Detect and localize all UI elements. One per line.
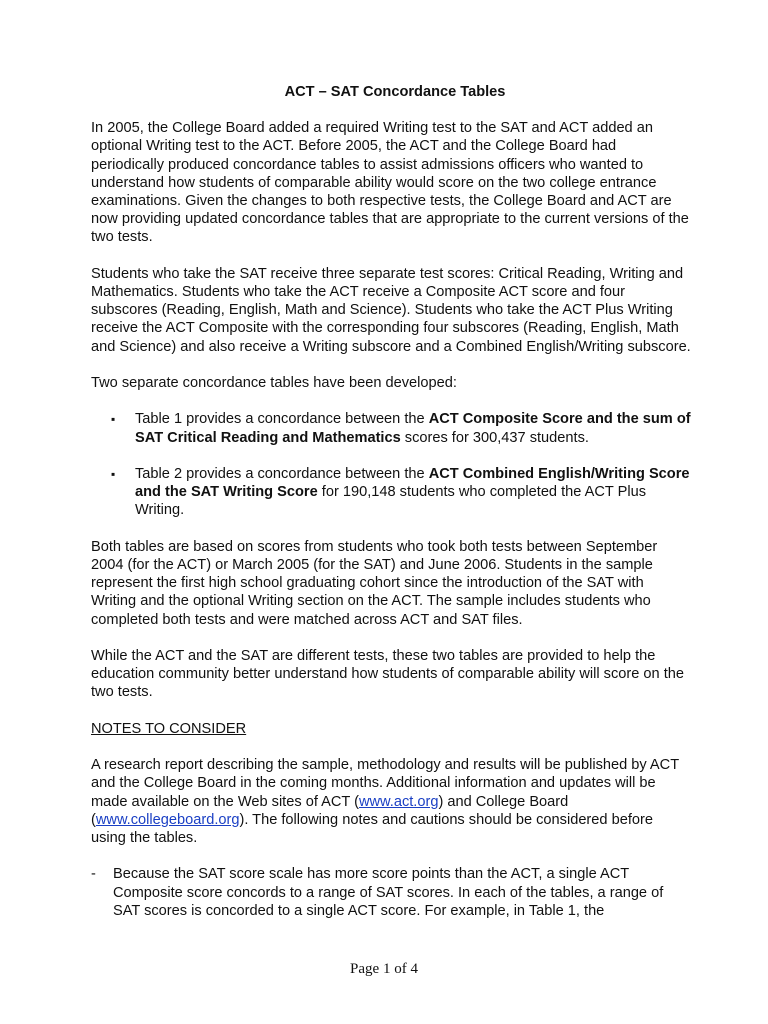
tables-bullet-list (91, 410, 691, 519)
bullet-text: for 190,148 students who completed the ACT Plus Writing. (135, 484, 647, 519)
document-title: ACT – SAT Concordance Tables (284, 84, 506, 100)
tables-intro-paragraph: Two separate concordance tables have been developed: (91, 375, 457, 392)
sample-paragraph: Both tables are based on scores from students who took both tests between September 2004 (for the ACT) or March 2005 (for the SAT) and June 2006. Students in the sample represent the first high school graduating cohort since the introduction of the SAT with Writing and the optional Writing section on the ACT. The sample includes students who completed both tests and were matched across ACT and SAT files. (91, 538, 658, 628)
notes-heading: NOTES TO CONSIDER (91, 720, 247, 737)
square-bullet-icon: ▪ (111, 412, 116, 427)
notes-dash-list (91, 865, 691, 920)
bullet-bold-text: ACT Composite Score and the sum of SAT Critical Reading and Mathematics (135, 411, 691, 446)
research-text: ) and College Board ( (91, 793, 569, 828)
square-bullet-icon: ▪ (111, 467, 116, 481)
scores-paragraph: Students who take the SAT receive three separate test scores: Critical Reading, Writing and Mathematics. Students who take the ACT receive a Composite ACT score and four subscores (Reading, English, Math and Science). Students who take the ACT Plus Writing receive the ACT Composite with the corresponding four subscores (Reading, English, Math and Science) and also receive a Writing subscore and a Combined English/Writing subscore. (91, 265, 691, 355)
bullet-item-table-2 (91, 465, 691, 520)
bullet-text: Table 2 provides a concordance between the (135, 466, 429, 482)
page-number-footer: Page 1 of 4 (350, 961, 418, 977)
act-website-link[interactable]: www.act.org (358, 793, 439, 810)
bullet-item-table-1 (91, 410, 691, 446)
collegeboard-website-link[interactable]: www.collegeboard.org (95, 811, 240, 828)
bullet-text: scores for 300,437 students. (400, 429, 589, 446)
dash-item-text: Because the SAT score scale has more score points than the ACT, a single ACT Composite score concords to a range of SAT scores. In each of the tables, a range of SAT scores is concorded to a single ACT score. For example, in Table 1, the (113, 866, 664, 919)
bullet-bold-text: ACT Combined English/Writing Score and the SAT Writing Score (135, 466, 690, 501)
dash-list-item (91, 865, 691, 920)
document-body (91, 83, 691, 920)
intro-paragraph: In 2005, the College Board added a required Writing test to the SAT and ACT added an optional Writing test to the ACT. Before 2005, the ACT and the College Board had periodically produced concordance tables to assist admissions officers who wanted to understand how students of comparable ability would score on the two college entrance examinations. Given the changes to both respective tests, the College Board and ACT are now providing updated concordance tables that are appropriate to the current versions of the two tests. (91, 120, 689, 246)
research-text: A research report describing the sample, methodology and results will be published by ACT and the College Board in the coming months. Additional information and updates will be made available on the Web sites of ACT ( (91, 757, 679, 810)
dash-bullet-icon: - (91, 866, 96, 883)
bullet-text: Table 1 provides a concordance between the (135, 411, 429, 428)
research-text: ). The following notes and cautions should be considered before using the tables. (91, 811, 653, 846)
purpose-paragraph: While the ACT and the SAT are different tests, these two tables are provided to help the education community better understand how students of comparable ability will score on the two tests. (91, 648, 684, 701)
research-paragraph (91, 756, 691, 847)
